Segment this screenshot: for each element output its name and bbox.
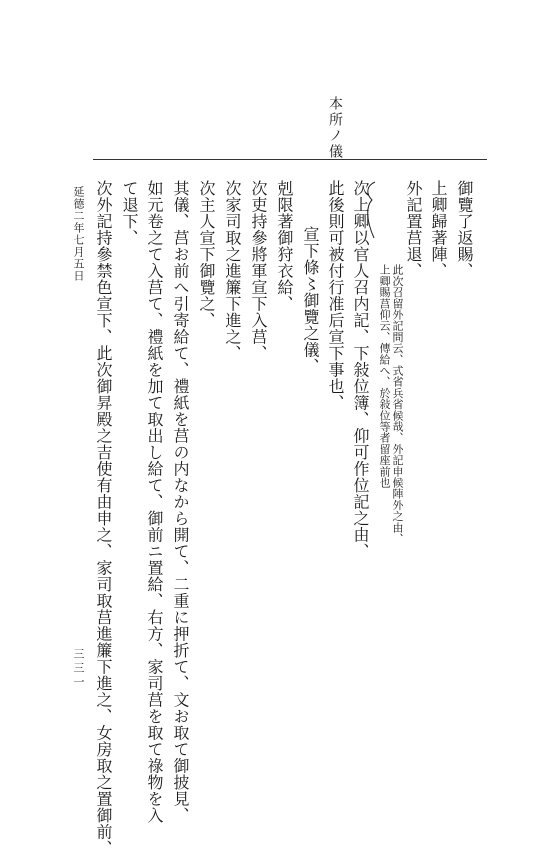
page-number: 三三一 bbox=[72, 648, 85, 690]
body-line-2: 上卿歸著陣、 bbox=[429, 180, 448, 279]
interlinear-note-left: 上卿賜莒仰云、傳給へ、於敍位等者留座前也 bbox=[378, 264, 391, 488]
body-line-8: 次吏持參將軍宣下入莒、 bbox=[249, 180, 268, 362]
running-era-date: 延德二年七月五日 bbox=[72, 186, 85, 282]
body-line-5: 此後則可被付行准后宣下事也、 bbox=[326, 180, 345, 411]
running-header-title: 本所ノ儀 bbox=[327, 96, 343, 160]
body-line-6-heading: 宣下條〻御覽之儀、 bbox=[301, 226, 320, 375]
body-line-3: 外記置莒退、 bbox=[404, 180, 423, 279]
body-line-7: 剋限著御狩衣給、 bbox=[275, 180, 294, 312]
header-rule bbox=[93, 159, 487, 160]
body-line-1: 御覽了返賜、 bbox=[455, 180, 474, 279]
body-line-12: 如元卷之て入莒て、禮紙を加て取出し給て、御前ニ置給、右方、家司莒を取て祿物を入 bbox=[145, 180, 164, 824]
interlinear-note-right: 此次召留外記問云、式省兵省候哉、外記申候陣外之由、 bbox=[391, 264, 404, 544]
body-line-9: 次家司取之進簾下進之、 bbox=[223, 180, 242, 362]
body-line-4: 次上卿以官人召内記、下敍位簿、仰可作位記之由、 bbox=[351, 180, 370, 560]
body-line-11: 其儀、莒お前へ引寄給て、禮紙を莒の内なから開て、二重に押折て、文お取て御披見、 bbox=[171, 180, 190, 824]
body-line-10: 次主人宣下御覽之、 bbox=[197, 180, 216, 329]
body-line-14: 次外記持參禁色宣下、此次御昇殿之吉使有由申之、家司取莒進簾下進之、女房取之置御前、 bbox=[94, 180, 113, 857]
body-line-13: て退下、 bbox=[120, 180, 139, 246]
